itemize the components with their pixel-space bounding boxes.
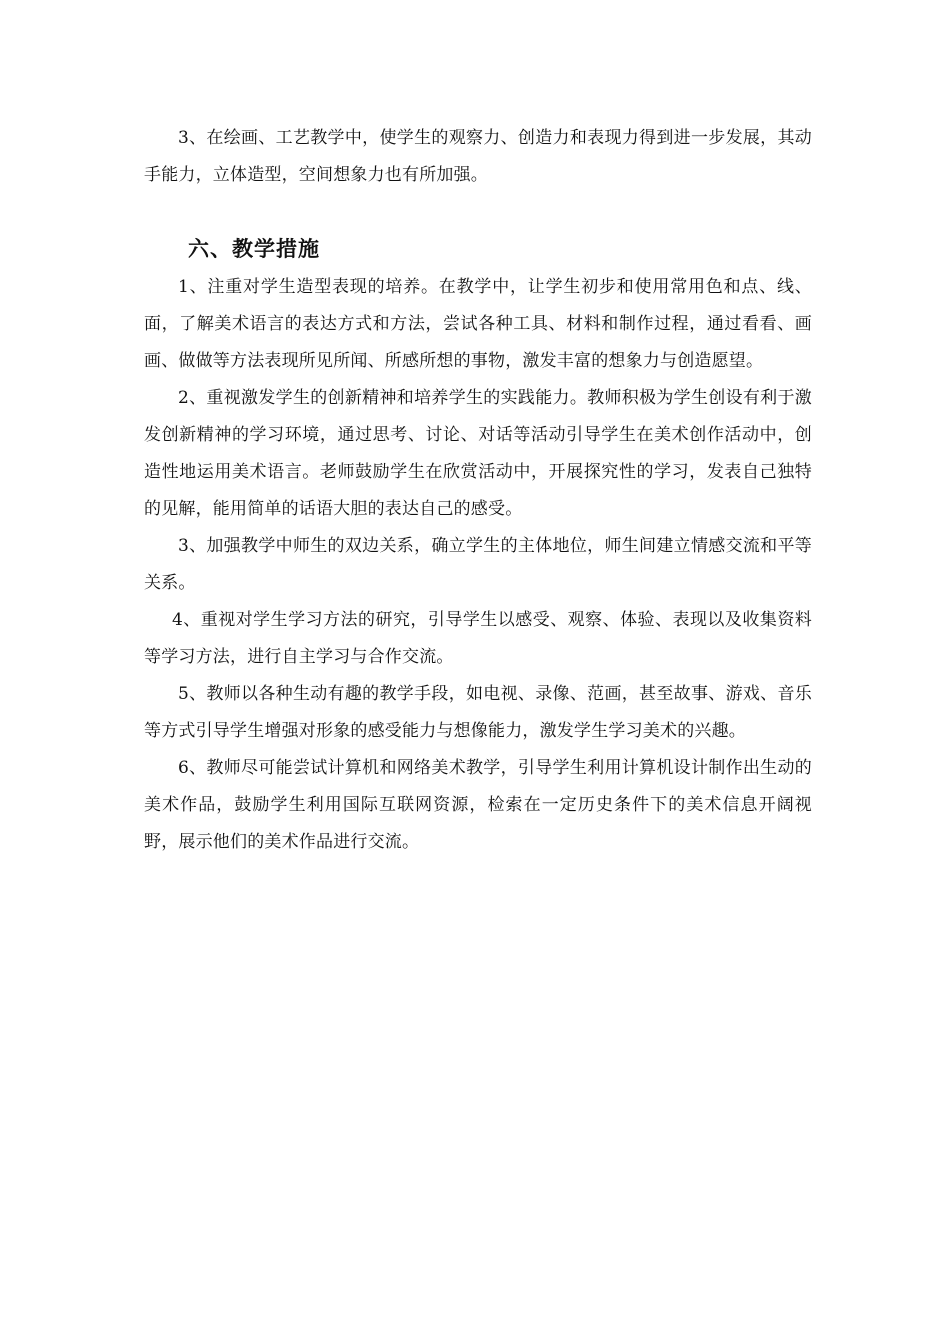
measure-paragraph-6: 6、教师尽可能尝试计算机和网络美术教学，引导学生利用计算机设计制作出生动的美术作品，鼓励学生利用国际互联网资源，检索在一定历史条件下的美术信息开阔视野，展示他们的美术作品进行交流。 (144, 758, 812, 852)
intro-paragraph: 3、在绘画、工艺教学中，使学生的观察力、创造力和表现力得到进一步发展，其动手能力，立体造型，空间想象力也有所加强。 (144, 128, 812, 185)
document-body (144, 120, 812, 861)
section-heading: 六、教学措施 (188, 236, 320, 261)
section-spacer (144, 194, 812, 229)
measure-paragraph-2: 2、重视激发学生的创新精神和培养学生的实践能力。教师积极为学生创设有利于激发创新精神的学习环境，通过思考、讨论、对话等活动引导学生在美术创作活动中，创造性地运用美术语言。老师鼓励学生在欣赏活动中，开展探究性的学习，发表自己独特的见解，能用简单的话语大胆的表达自己的感受。 (144, 388, 812, 519)
measure-paragraph-3: 3、加强教学中师生的双边关系，确立学生的主体地位，师生间建立情感交流和平等关系。 (144, 536, 812, 593)
measure-paragraph-4: 4、重视对学生学习方法的研究，引导学生以感受、观察、体验、表现以及收集资料等学习方法，进行自主学习与合作交流。 (144, 610, 812, 667)
measure-paragraph-5: 5、教师以各种生动有趣的教学手段，如电视、录像、范画，甚至故事、游戏、音乐等方式引导学生增强对形象的感受能力与想像能力，激发学生学习美术的兴趣。 (144, 684, 812, 741)
measure-paragraph-1: 1、注重对学生造型表现的培养。在教学中，让学生初步和使用常用色和点、线、面，了解美术语言的表达方式和方法，尝试各种工具、材料和制作过程，通过看看、画画、做做等方法表现所见所闻、所感所想的事物，激发丰富的想象力与创造愿望。 (144, 277, 812, 371)
